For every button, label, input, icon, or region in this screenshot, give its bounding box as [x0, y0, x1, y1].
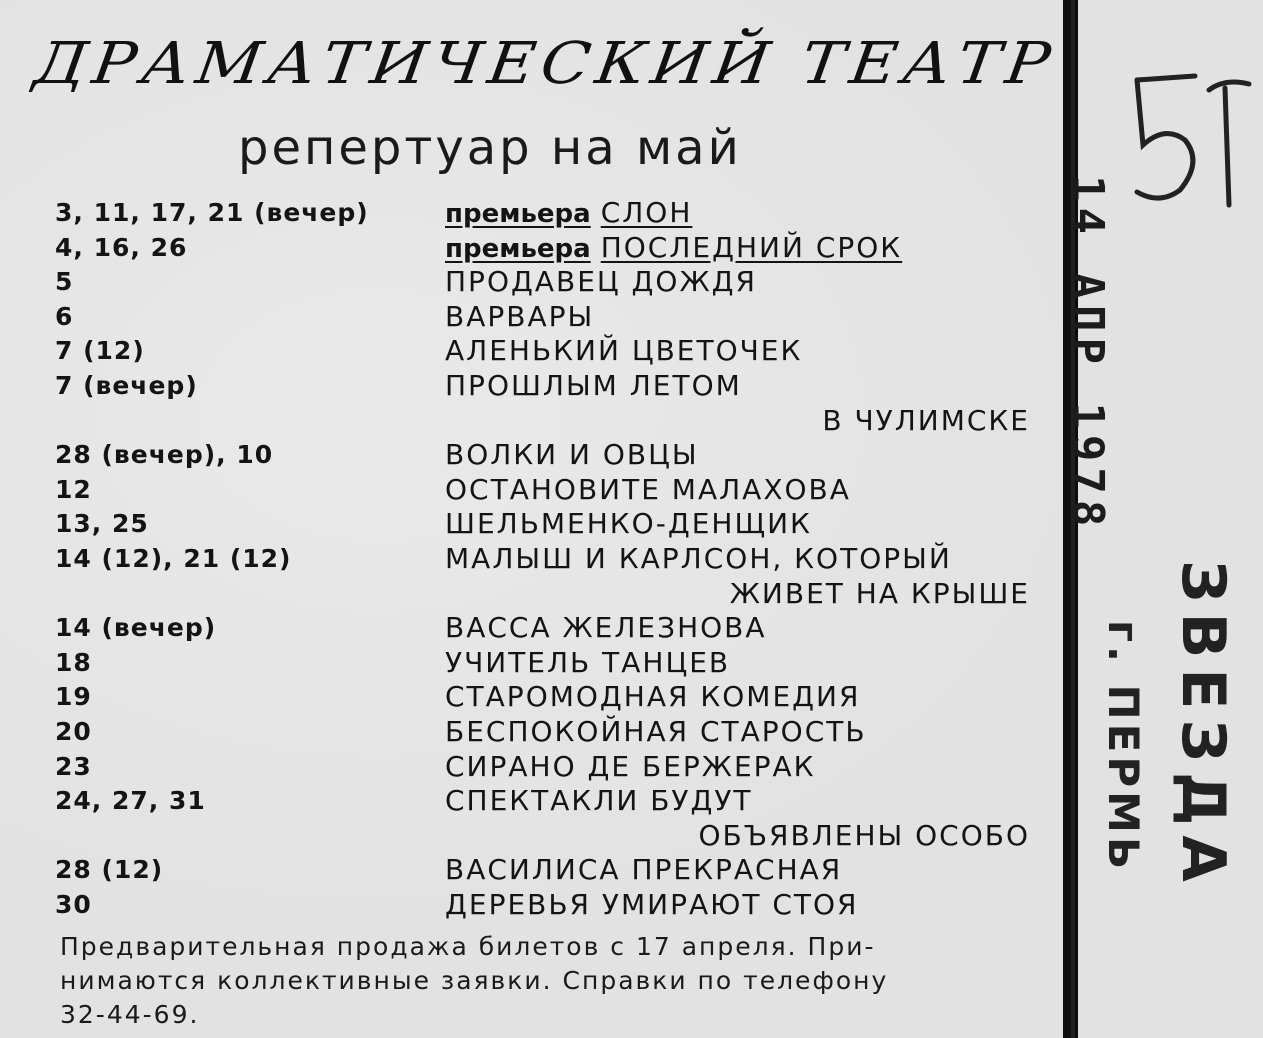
performance-dates: 14 (вечер) [55, 613, 217, 643]
play-title [445, 888, 859, 922]
play-name: СИРАНО ДЕ БЕРЖЕРАК [445, 749, 816, 783]
schedule-row [0, 750, 1030, 784]
performance-dates: 14 (12), 21 (12) [55, 544, 292, 573]
footer-line: нимаются коллективные заявки. Справки по телефону [60, 966, 889, 995]
play-name: ШЕЛЬМЕНКО-ДЕНЩИК [445, 507, 812, 541]
play-title [445, 784, 753, 818]
handwritten-number [1125, 70, 1255, 210]
schedule-row [0, 438, 1030, 472]
stamp-date: 14 АПР 1978 [1062, 175, 1113, 533]
performance-dates: 18 [55, 647, 92, 677]
play-title-continuation: ЖИВЕТ НА КРЫШЕ [729, 576, 1030, 610]
play-name: СТАРОМОДНАЯ КОМЕДИЯ [445, 680, 861, 714]
schedule-row-continuation [0, 819, 1030, 853]
schedule-row [0, 646, 1030, 680]
play-title [445, 680, 860, 714]
performance-dates: 13, 25 [55, 509, 149, 539]
play-title [445, 196, 692, 231]
schedule-row-continuation [0, 404, 1030, 438]
schedule-row [0, 680, 1030, 714]
performance-dates: 24, 27, 31 [55, 786, 206, 816]
schedule-row [0, 196, 1030, 230]
schedule-row [0, 542, 1030, 576]
schedule-row [0, 473, 1030, 507]
schedule-row [0, 300, 1030, 334]
play-name: ДЕРЕВЬЯ УМИРАЮТ СТОЯ [445, 888, 859, 921]
play-title [445, 853, 842, 887]
performance-dates: 3, 11, 17, 21 (вечер) [55, 198, 369, 227]
play-title [445, 542, 952, 576]
play-name: УЧИТЕЛЬ ТАНЦЕВ [445, 645, 731, 679]
play-title [445, 507, 812, 541]
play-name: ВАРВАРЫ [445, 299, 595, 333]
schedule-row [0, 231, 1030, 265]
play-title [445, 369, 742, 403]
play-name: ОСТАНОВИТЕ МАЛАХОВА [445, 472, 851, 506]
play-name: ПОСЛЕДНИЙ СРОК [600, 230, 903, 264]
play-name: ПРОДАВЕЦ ДОЖДЯ [445, 265, 757, 299]
schedule-row [0, 853, 1030, 887]
footer-line: Предварительная продажа билетов с 17 апреля. При- [60, 932, 876, 961]
performance-dates: 7 (вечер) [55, 371, 198, 400]
performance-dates: 4, 16, 26 [55, 232, 188, 262]
play-title [445, 611, 767, 645]
play-name: СПЕКТАКЛИ БУДУТ [445, 784, 753, 818]
performance-dates: 12 [55, 474, 92, 504]
schedule-row-continuation [0, 577, 1030, 611]
play-title [445, 438, 699, 472]
schedule-row [0, 507, 1030, 541]
play-title [445, 231, 902, 266]
premiere-tag: премьера [445, 233, 591, 264]
performance-dates: 6 [55, 301, 74, 331]
performance-dates: 7 (12) [55, 336, 145, 366]
stamp-newspaper-name: ЗВЕЗДА [1168, 560, 1238, 892]
ticket-sales-note [60, 930, 1020, 1032]
performance-dates: 28 (вечер), 10 [55, 440, 274, 470]
schedule-row [0, 715, 1030, 749]
schedule-row [0, 888, 1030, 922]
play-name: ВАССА ЖЕЛЕЗНОВА [445, 611, 767, 645]
performance-dates: 20 [55, 717, 92, 746]
play-name: БЕСПОКОЙНАЯ СТАРОСТЬ [445, 715, 867, 748]
play-name: ВАСИЛИСА ПРЕКРАСНАЯ [445, 853, 843, 887]
performance-dates: 30 [55, 890, 92, 919]
play-name: МАЛЫШ И КАРЛСОН, КОТОРЫЙ [445, 542, 952, 575]
play-title [445, 715, 867, 749]
play-title-continuation: ОБЪЯВЛЕНЫ ОСОБО [698, 818, 1030, 852]
play-title-continuation: В ЧУЛИМСКЕ [822, 403, 1030, 437]
performance-dates: 19 [55, 682, 92, 712]
performance-dates: 28 (12) [55, 855, 164, 885]
stamp-city: г. ПЕРМЬ [1099, 620, 1148, 873]
play-name: ВОЛКИ И ОВЦЫ [445, 438, 699, 472]
premiere-tag: премьера [445, 199, 591, 229]
play-name: СЛОН [600, 196, 693, 229]
theater-title: ДРАМАТИЧЕСКИЙ ТЕАТР [30, 30, 1060, 98]
schedule-row [0, 334, 1030, 368]
play-title [445, 300, 594, 334]
schedule-row [0, 369, 1030, 403]
play-name: ПРОШЛЫМ ЛЕТОМ [445, 369, 742, 402]
performance-dates: 23 [55, 751, 92, 781]
play-title [445, 646, 730, 680]
play-title [445, 334, 802, 368]
schedule-row [0, 611, 1030, 645]
play-name: АЛЕНЬКИЙ ЦВЕТОЧЕК [445, 334, 803, 368]
play-title [445, 265, 757, 299]
schedule-row [0, 265, 1030, 299]
play-title [445, 750, 816, 784]
performance-dates: 5 [55, 267, 74, 297]
play-title [445, 473, 851, 507]
footer-line: 32-44-69. [60, 1000, 200, 1029]
repertoire-subtitle: репертуар на май [238, 120, 742, 176]
schedule-row [0, 784, 1030, 818]
